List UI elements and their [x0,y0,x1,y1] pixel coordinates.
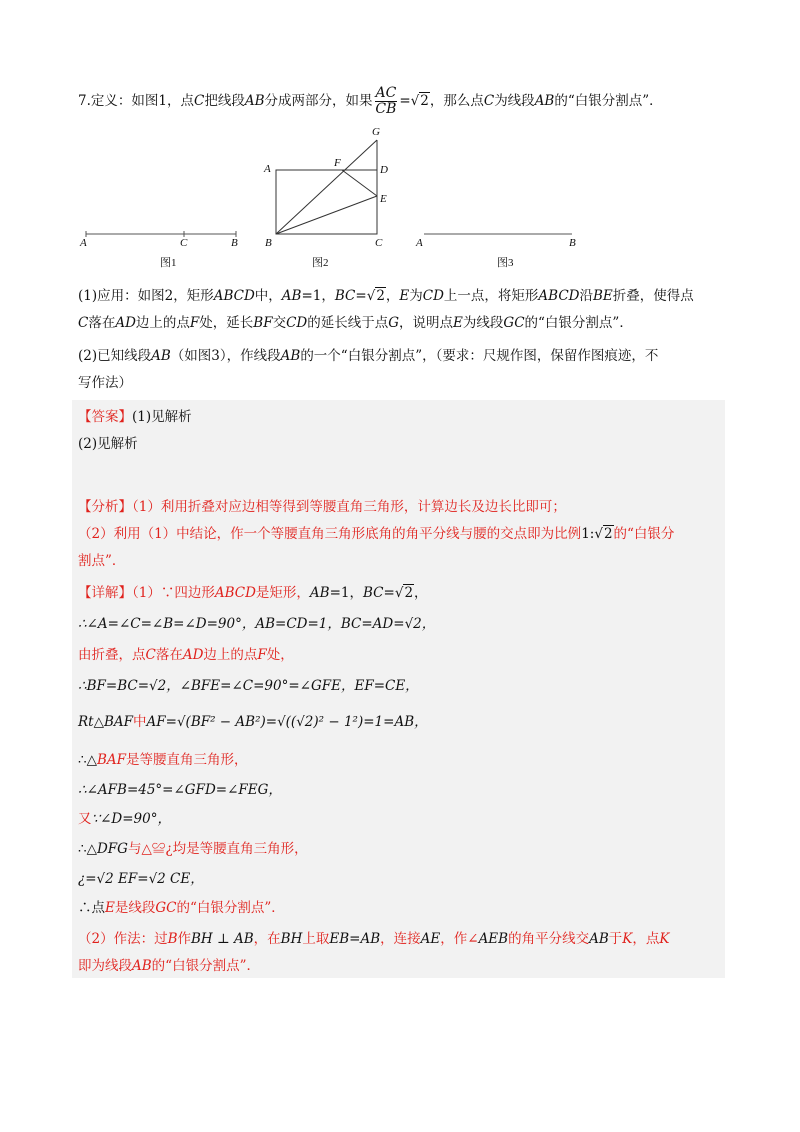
text: ， [385,288,400,304]
text: 的一个“白银分割点”，（要求：尺规作图，保留作图痕迹，不 [300,348,659,364]
text: ¿=√2 EF=√2 CE， [78,871,204,887]
q-segment-ab: AB [534,93,555,109]
text: ，点 [632,931,660,947]
detail-line-6 [78,750,248,770]
text: 与△≌¿均是等腰直角三角形， [127,841,308,857]
text: 是线段 [114,900,156,916]
fig3-caption: 图3 [497,257,514,269]
text: 中， [254,288,282,304]
text: 的“白银分 [613,526,675,542]
analysis-line-1 [78,497,566,517]
text: 即为线段 [78,958,132,974]
answer-line-1 [78,407,192,427]
text: ∴△ [78,752,97,768]
answer-part-1: (1)见解析 [132,409,192,425]
seg-gc: GC [155,900,177,916]
answer-label: 【答案】 [78,409,132,425]
fraction-numerator: AC [375,85,397,101]
seg-ab: AB [589,931,609,947]
detail-label: 【详解】 [78,585,132,601]
detail-line-10 [78,869,204,889]
seg-gc: GC [503,315,525,331]
text: 又 [78,811,92,827]
rect-abcd: ABCD [538,288,580,304]
seg-ae: AE [420,931,441,947]
detail-line-12 [78,929,669,949]
text: （1）∵四边形 [132,585,215,601]
point-e: E [105,900,115,916]
eq-eb-ab: EB=AB [329,931,381,947]
figure-1 [79,231,238,269]
text: 为线段 [462,315,504,331]
text: (2)已知线段 [78,348,152,364]
analysis-line-2 [78,524,674,544]
text: ∴∠A=∠C=∠B=∠D=90°，AB=CD=1，BC=AD=√2， [78,616,436,632]
fig1-caption: 图1 [160,257,177,269]
q-point-c: C [483,93,495,109]
q-text: ，那么点 [429,93,484,109]
part2-line-2 [78,373,132,393]
text: 是等腰直角三角形， [126,752,248,768]
text: 上一点，将矩形 [443,288,539,304]
text: ，在 [253,931,281,947]
q-point-c: C [193,93,205,109]
seg-ad: AD [115,315,136,331]
text: 于 [608,931,623,947]
text: (1)应用：如图2，矩形 [78,288,214,304]
text: =√ [383,585,404,601]
detail-line-1 [78,583,428,603]
seg-bc: BC [363,585,384,601]
seg-bh: BH [280,931,303,947]
formula-af: AF=√(BF² − AB²)=√((√2)² − 1²)=1=AB， [146,714,428,730]
fig1-label-c: C [180,237,188,249]
fig2-label-e: E [380,193,387,205]
text: （2）利用（1）中结论，作一个等腰直角三角形底角的角平分线与腰的交点即为比例 [78,526,582,542]
fig2-label-c: C [375,237,383,249]
text: 的延长线于点 [307,315,389,331]
text: （2）作法：过 [78,931,168,947]
fig2-label-g: G [372,126,380,138]
point-e: E [399,288,410,304]
text: 落在 [88,315,116,331]
seg-ab: AB [132,958,152,974]
text: 边上的点 [203,647,258,663]
fig2-label-a: A [264,163,271,175]
text: 的“白银分割点”． [524,315,633,331]
rect-abcd: ABCD [213,288,255,304]
fraction-denominator: CB [375,101,397,117]
text: =√ [355,288,376,304]
text: 割点”． [78,553,126,569]
text: 处， [266,647,294,663]
seg-ab: AB [280,348,301,364]
seg-ad: AD [182,647,204,663]
text: 落在 [155,647,183,663]
text: ，说明点 [399,315,454,331]
ratio: 1:√ [581,526,603,542]
q-segment-ab: AB [244,93,265,109]
fig2-label-d: D [380,164,388,176]
detail-line-2 [78,614,435,634]
triangle-baf: BAF [96,752,127,768]
triangle-baf: Rt△BAF [78,714,134,730]
point-k: K [659,931,670,947]
detail-line-4 [78,676,419,696]
point-g: G [388,315,400,331]
triangle-dfg: DFG [96,841,128,857]
part2-line-1 [78,346,658,366]
text: 中 [133,714,147,730]
text: 边上的点 [135,315,190,331]
point-e: E [453,315,463,331]
question-line-1 [78,86,663,117]
part1-line-2 [78,313,633,333]
seg-cd: CD [286,315,308,331]
text: ， [414,585,428,601]
fig3-label-b: B [569,237,576,249]
seg-bf: BF [253,315,273,331]
text: 作 [177,931,192,947]
q-text: 分成两部分，如果 [264,93,373,109]
seg-be: BE [593,288,613,304]
text: ∵∠D=90°， [91,811,171,827]
q-text: 7.定义：如图1，点 [78,93,194,109]
figures [0,120,800,280]
fig1-label-b: B [231,237,238,249]
analysis-line-3 [78,551,125,571]
text: ，作∠ [440,931,479,947]
text: 是矩形， [255,585,310,601]
part1-line-1 [78,286,694,306]
text: 上取 [302,931,330,947]
text: 的“白银分割点”． [176,900,285,916]
detail-line-5 [78,712,428,732]
fig2-label-b: B [265,237,272,249]
seg-ab: AB [151,348,171,364]
text: 写作法） [78,375,132,391]
seg-ab: AB [281,288,302,304]
fig2-label-f: F [334,157,341,169]
detail-line-11 [78,898,285,918]
fig2-caption: 图2 [312,257,329,269]
text: ∴点 [78,900,105,916]
point-c: C [145,647,156,663]
fig3-label-a: A [416,237,423,249]
text: （如图3），作线段 [170,348,281,364]
text: 的“白银分割点”． [151,958,260,974]
sqrt-value: 2 [603,526,613,542]
q-text: 为线段 [494,93,535,109]
text: ∴BF=BC=√2，∠BFE=∠C=90°=∠GFE，EF=CE， [78,678,419,694]
text: 折叠，使得点 [612,288,694,304]
seg-bc: BC [334,288,356,304]
perp-relation: BH ⊥ AB [191,931,254,947]
detail-line-13 [78,956,260,976]
detail-line-3 [78,645,294,665]
text: =1， [329,585,363,601]
q-text: 把线段 [204,93,245,109]
text: 由折叠，点 [78,647,146,663]
text: 处，延长 [199,315,254,331]
q-text: 的“白银分割点”． [554,93,663,109]
text: 的角平分线交 [508,931,590,947]
text: 交 [272,315,287,331]
text: ，连接 [380,931,421,947]
point-f: F [189,315,200,331]
detail-line-9 [78,839,308,859]
sqrt-value: 2 [376,288,385,304]
text: =1， [301,288,335,304]
answer-part-2: (2)见解析 [78,436,138,452]
figure-3 [415,234,576,269]
point-f: F [257,647,267,663]
text: （1）利用折叠对应边相等得到等腰直角三角形，计算边长及边长比即可； [132,499,566,515]
detail-line-8 [78,809,171,829]
q-eq-sqrt: =√ [399,93,420,109]
detail-line-7 [78,780,282,800]
figure-2 [263,126,388,269]
sqrt-value: 2 [404,585,414,601]
seg-ab: AB [309,585,330,601]
point-b: B [167,931,178,947]
point-c: C [78,315,89,331]
angle-aeb: AEB [478,931,509,947]
text: 为 [409,288,423,304]
point-k: K [622,931,633,947]
answer-line-2 [78,434,138,454]
text: ∴∠AFB=45°=∠GFD=∠FEG， [78,782,282,798]
fig1-label-a: A [80,237,87,249]
q-sqrt-value: 2 [420,93,429,109]
text: ∴△ [78,841,97,857]
seg-cd: CD [422,288,444,304]
analysis-label: 【分析】 [78,499,132,515]
fraction-ac-cb [375,86,398,117]
rect-abcd: ABCD [214,585,256,601]
text: 沿 [579,288,593,304]
